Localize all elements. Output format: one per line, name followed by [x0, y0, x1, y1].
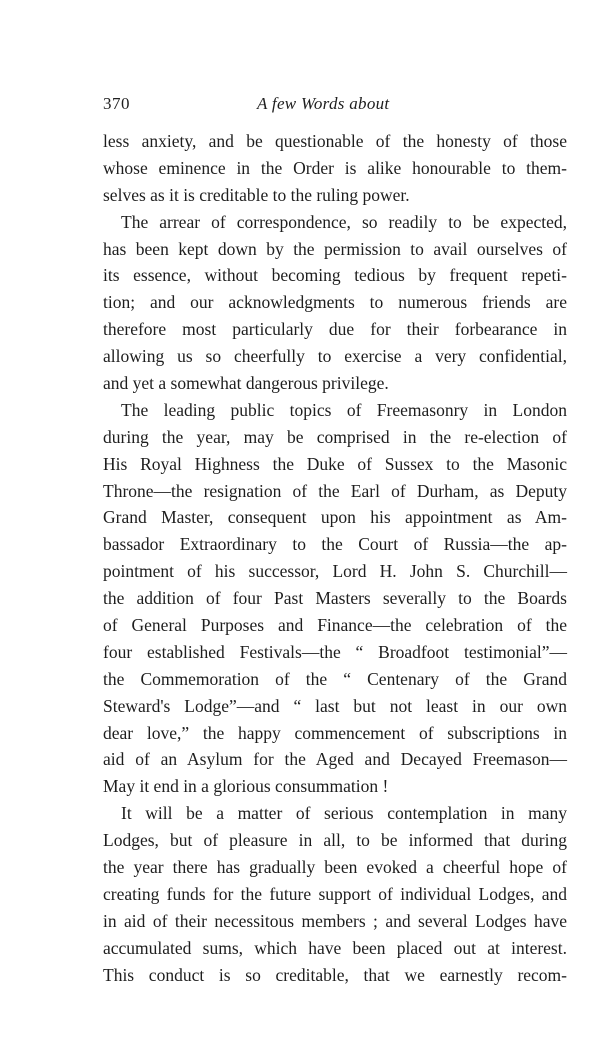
text-line: creating funds for the future support of individual Lodges, and [103, 883, 567, 904]
text-line: the year there has gradually been evoked a cheerful hope of [103, 857, 567, 878]
paragraph-first-line: It will be a matter of serious contemplation in many [121, 803, 567, 824]
text-line: Throne—the resignation of the Earl of Durham, as Deputy [103, 480, 567, 501]
text-line: four established Festivals—the “ Broadfoot testimonial”— [103, 641, 567, 662]
text-line: Grand Master, consequent upon his appointment as Am- [103, 507, 567, 528]
text-line: of General Purposes and Finance—the celebration of the [103, 615, 567, 636]
page-number: 370 [103, 94, 130, 113]
text-line: Lodges, but of pleasure in all, to be informed that during [103, 830, 567, 851]
text-line: and yet a somewhat dangerous privilege. [103, 373, 389, 394]
text-line: the addition of four Past Masters severally to the Boards [103, 588, 567, 609]
text-line: Steward's Lodge”—and “ last but not least in our own [103, 695, 567, 716]
text-line: bassador Extraordinary to the Court of Russia—the ap- [103, 534, 567, 555]
paragraph-first-line: The arrear of correspondence, so readily to be expected, [121, 211, 567, 232]
text-line: during the year, may be comprised in the re-election of [103, 426, 567, 447]
text-line: therefore most particularly due for their forbearance in [103, 319, 567, 340]
text-line: May it end in a glorious consummation ! [103, 776, 389, 797]
text-line: dear love,” the happy commencement of subscriptions in [103, 722, 567, 743]
text-line: its essence, without becoming tedious by frequent repeti- [103, 265, 567, 286]
text-line: has been kept down by the permission to avail ourselves of [103, 238, 567, 259]
text-line: less anxiety, and be questionable of the honesty of those [103, 131, 567, 151]
text-line: aid of an Asylum for the Aged and Decayed Freemason— [103, 749, 567, 770]
text-line: This conduct is so creditable, that we earnestly recom- [103, 964, 567, 985]
text-line: accumulated sums, which have been placed out at interest. [103, 937, 567, 958]
running-head [103, 94, 567, 120]
running-title: A few Words about [257, 94, 390, 113]
text-line: whose eminence in the Order is alike honourable to them- [103, 157, 567, 178]
text-line: His Royal Highness the Duke of Sussex to the Masonic [103, 453, 567, 474]
text-line: the Commemoration of the “ Centenary of the Grand [103, 668, 567, 689]
text-line: tion; and our acknowledgments to numerous friends are [103, 292, 567, 313]
paragraph-first-line: The leading public topics of Freemasonry in London [121, 399, 567, 420]
body-text [103, 128, 567, 989]
text-line: in aid of their necessitous members ; and several Lodges have [103, 910, 567, 931]
text-line: selves as it is creditable to the ruling power. [103, 184, 410, 205]
text-line: pointment of his successor, Lord H. John S. Churchill— [103, 561, 567, 582]
text-line: allowing us so cheerfully to exercise a very confidential, [103, 346, 567, 367]
